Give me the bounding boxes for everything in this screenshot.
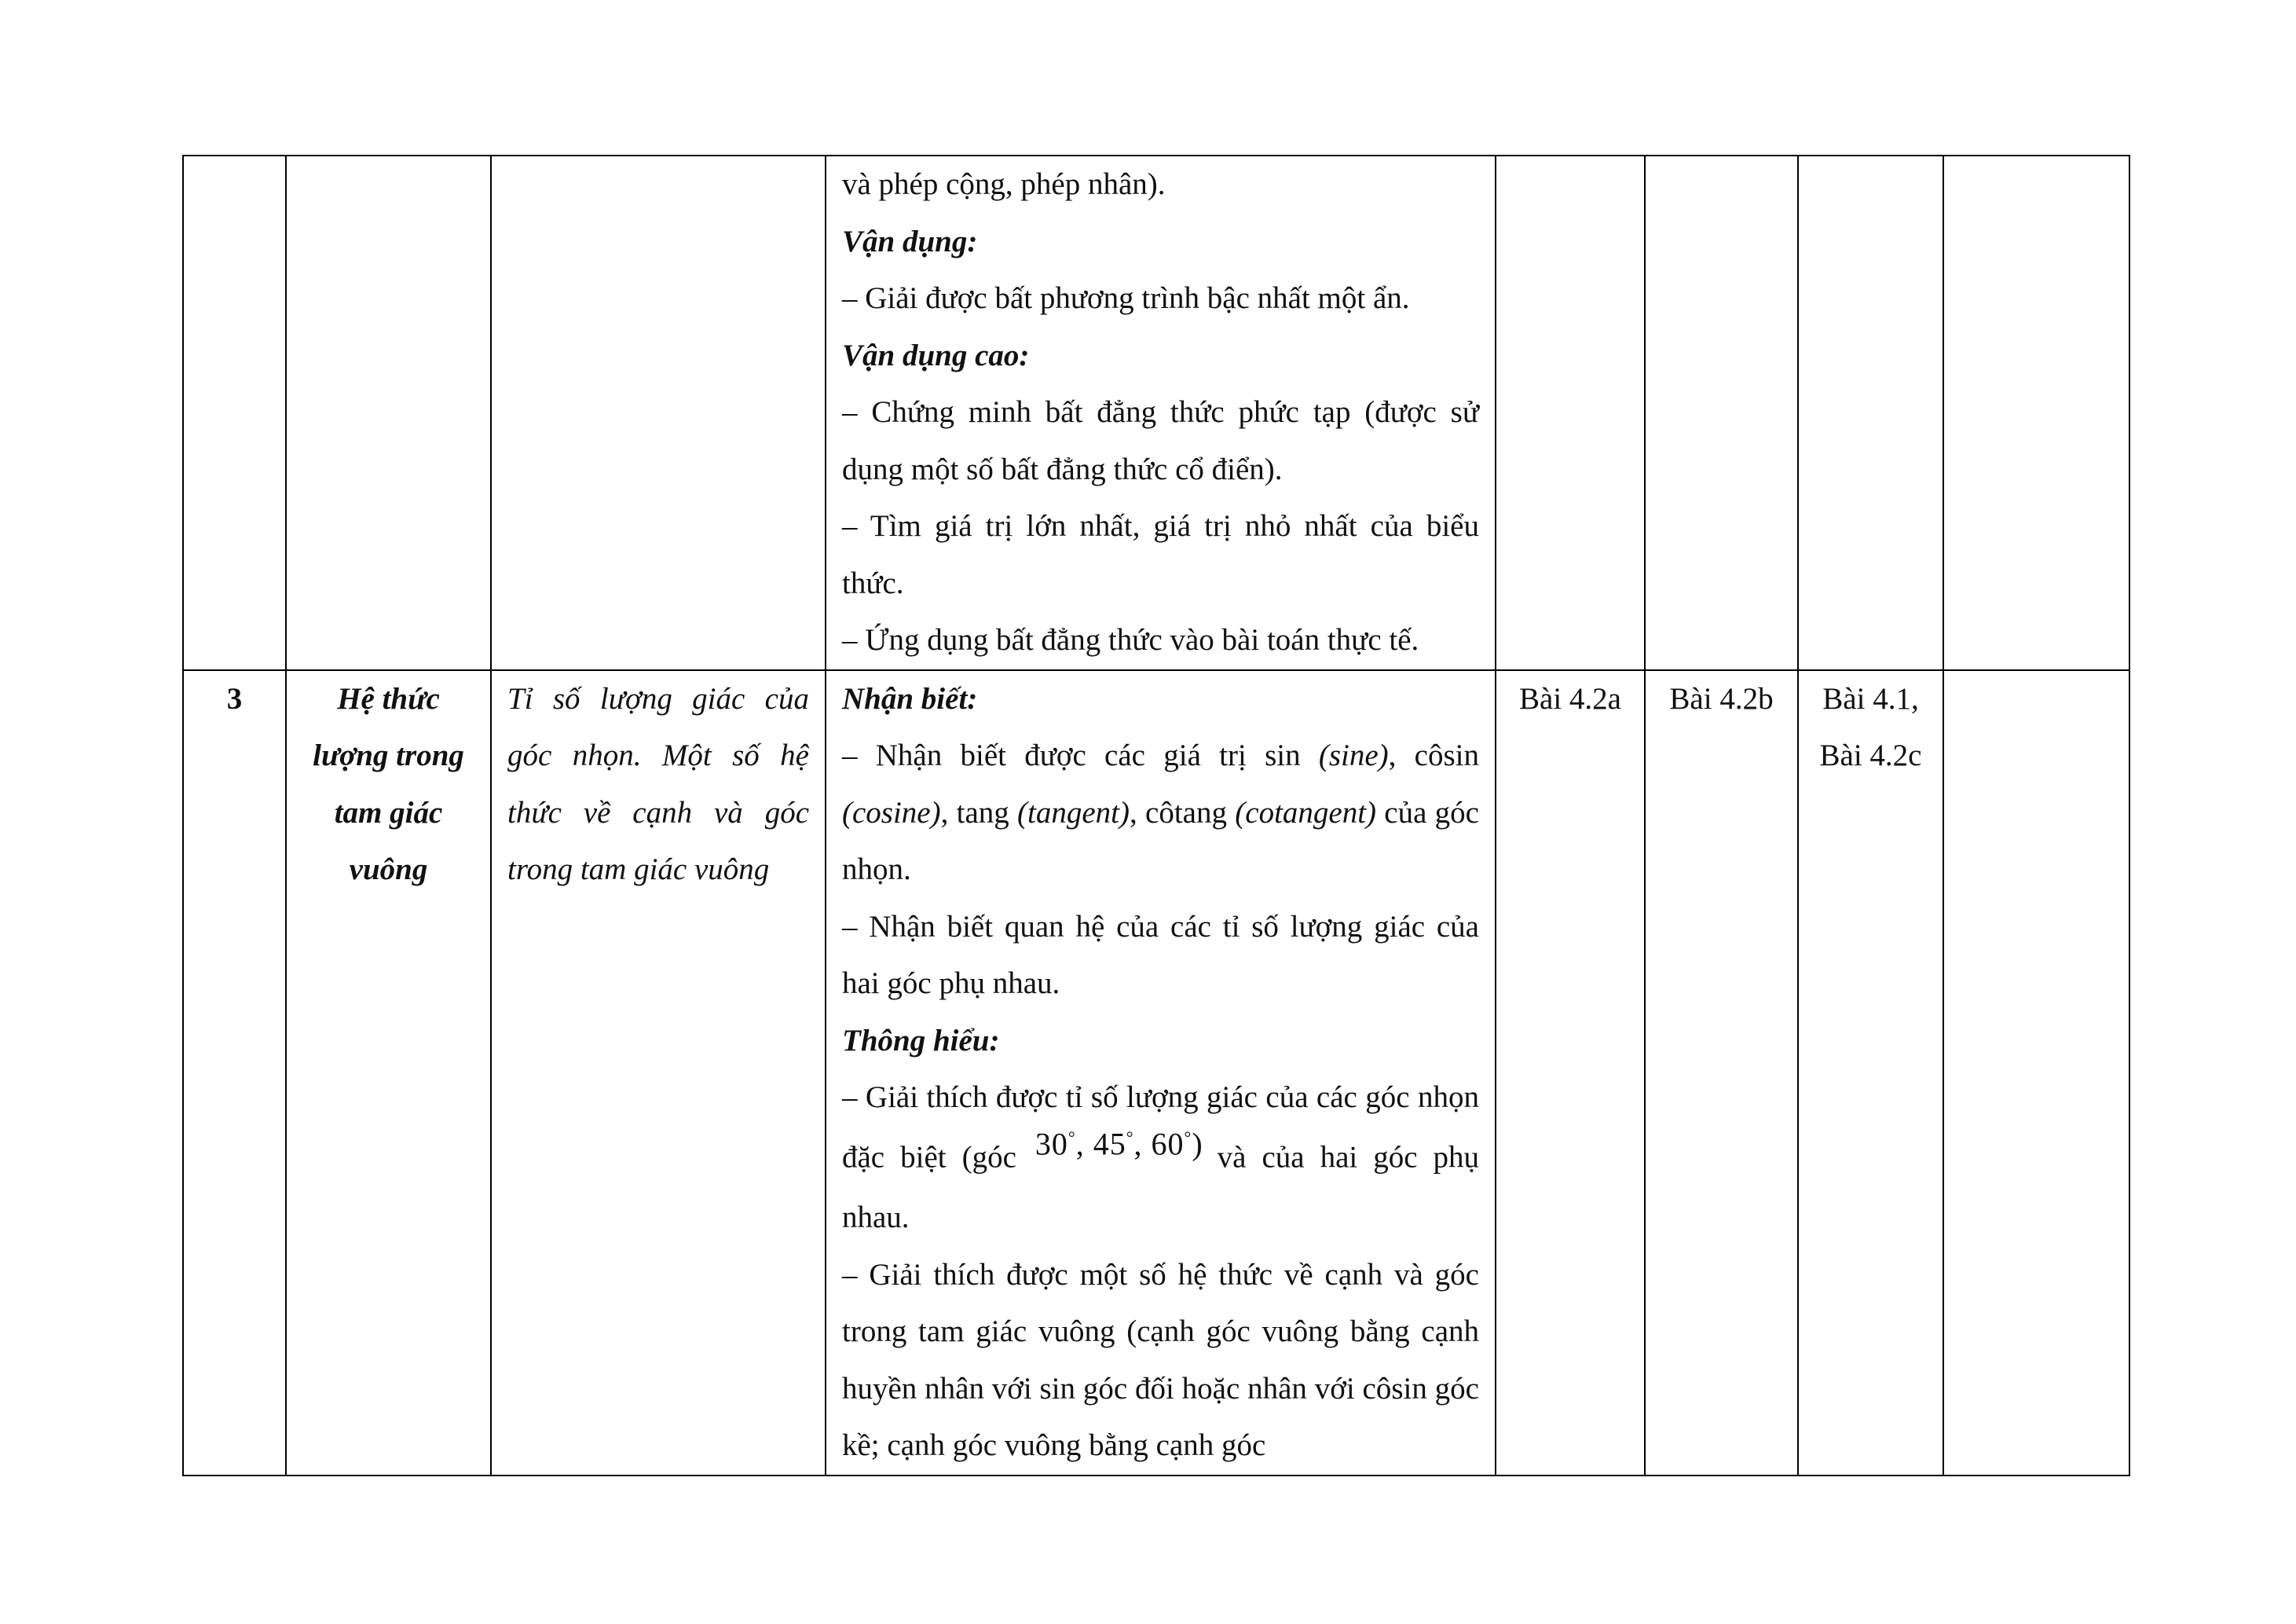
requirement-line: – Nhận biết được các giá trị sin (sine), côsin (cosine), tang (tangent), côtang (cotangent) của góc nhọn. bbox=[842, 739, 1479, 886]
unit-cell: Tỉ số lượng giác của góc nhọn. Một số hệ thức về cạnh và góc trong tam giác vuông bbox=[491, 670, 826, 1476]
term-sine: (sine) bbox=[1318, 739, 1389, 772]
chapter-cell: Hệ thức lượng trong tam giác vuông bbox=[286, 670, 491, 1476]
stt-cell: 3 bbox=[183, 670, 286, 1476]
term-cotangent: (cotangent) bbox=[1235, 795, 1377, 830]
requirement-line: – Nhận biết quan hệ của các tỉ số lượng giác của hai góc phụ nhau. bbox=[842, 909, 1479, 1000]
special-angles-formula: 30°, 45°, 60°) bbox=[1034, 1125, 1203, 1161]
requirement-line: – Tìm giá trị lớn nhất, giá trị nhỏ nhất của biểu thức. bbox=[842, 509, 1479, 600]
van-dung-cao-count-cell bbox=[1943, 670, 2129, 1476]
assessment-matrix-table bbox=[182, 155, 2130, 1476]
requirement-line: – Chứng minh bất đẳng thức phức tạp (được sử dụng một số bất đẳng thức cổ điển). bbox=[842, 395, 1479, 486]
van-dung-cao-count-cell bbox=[1943, 156, 2129, 670]
unit-cell bbox=[491, 156, 826, 670]
table-row-continuation bbox=[183, 156, 2129, 670]
exercise-ref: Bài 4.2c bbox=[1819, 739, 1922, 772]
requirement-line: – Giải được bất phương trình bậc nhất một ẩn. bbox=[842, 281, 1410, 315]
requirement-cell bbox=[826, 156, 1496, 670]
van-dung-count-cell bbox=[1798, 670, 1943, 1476]
requirement-cell bbox=[826, 670, 1496, 1476]
level-heading-nhan-biet: Nhận biết: bbox=[842, 681, 978, 716]
nhan-biet-count-cell bbox=[1496, 156, 1645, 670]
requirement-line: – Giải thích được tỉ số lượng giác của các góc nhọn đặc biệt (góc 30°, 45°, 60°) và của hai góc phụ nhau. bbox=[842, 1080, 1480, 1235]
requirement-line: – Giải thích được một số hệ thức về cạnh và góc trong tam giác vuông (cạnh góc vuông bằng cạnh huyền nhân với sin góc đối hoặc nhân với côsin góc kề; cạnh góc vuông bằng cạnh góc bbox=[842, 1257, 1479, 1463]
level-heading-van-dung-cao: Vận dụng cao: bbox=[842, 338, 1030, 372]
van-dung-count-cell bbox=[1798, 156, 1943, 670]
level-heading-thong-hieu: Thông hiểu: bbox=[842, 1023, 1000, 1058]
thong-hieu-count-cell: Bài 4.2b bbox=[1645, 670, 1798, 1476]
chapter-cell bbox=[286, 156, 491, 670]
exercise-ref: Bài 4.1, bbox=[1822, 681, 1919, 716]
requirement-line: và phép cộng, phép nhân). bbox=[842, 167, 1166, 201]
nhan-biet-count-cell: Bài 4.2a bbox=[1496, 670, 1645, 1476]
thong-hieu-count-cell bbox=[1645, 156, 1798, 670]
term-tangent: (tangent) bbox=[1017, 795, 1130, 830]
requirement-line: – Ứng dụng bất đẳng thức vào bài toán thực tế. bbox=[842, 623, 1419, 657]
stt-cell bbox=[183, 156, 286, 670]
table-row-3 bbox=[183, 670, 2129, 1476]
level-heading-van-dung: Vận dụng: bbox=[842, 224, 978, 258]
term-cosine: (cosine) bbox=[842, 795, 941, 830]
